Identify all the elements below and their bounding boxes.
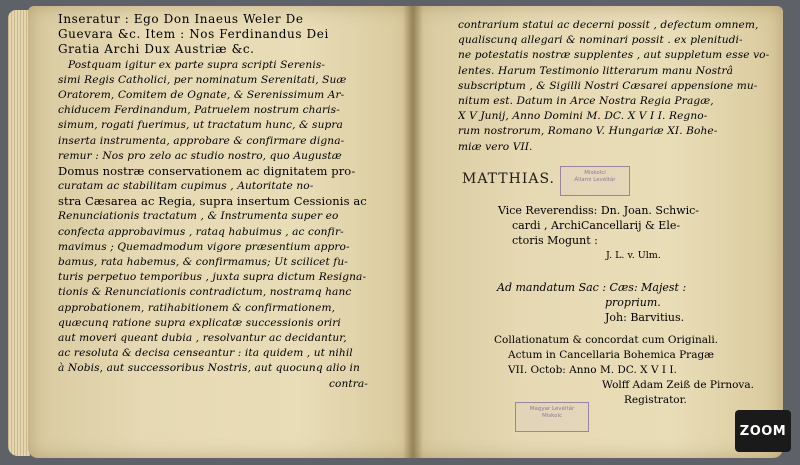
signature-name: MATTHIAS. [462, 171, 556, 187]
collation-line: Registrator. [624, 394, 687, 406]
collation-line: Wolff Adam Zeiß de Pirnova. [602, 379, 754, 391]
stamp-line: Miskolci [584, 170, 606, 176]
left-line: Gratia Archi Dux Austriæ &c. [58, 42, 255, 57]
left-line: mavimus ; Quemadmodum vigore præsentium appro- [58, 240, 350, 253]
right-line: subscriptum , & Sigilli Nostri Cæsarei appensione mu- [458, 79, 758, 92]
left-line: tionis & Renunciationis contradictum, nostramq hanc [58, 286, 352, 299]
collation-line: VII. Octob: Anno M. DC. X V I I. [508, 364, 677, 376]
mandate-line: Ad mandatum Sac : Cæs: Majest : [497, 281, 687, 294]
left-page-text [58, 12, 396, 392]
archive-stamp [515, 402, 589, 432]
vice-line: ctoris Mogunt : [512, 234, 598, 247]
left-line: à Nobis, aut successoribus Nostris, aut quocunq alio in [58, 362, 360, 375]
zoom-label: ZOOM [739, 423, 787, 439]
left-line: confecta approbavimus , rataq habuimus , ac confir- [58, 225, 344, 238]
collation-block [494, 333, 774, 408]
right-page-text [458, 18, 778, 155]
stamp-line: Miskolc [541, 413, 563, 419]
zoom-button[interactable] [735, 410, 791, 452]
vice-line: cardi , ArchiCancellarij & Ele- [512, 219, 681, 232]
left-line: approbationem, ratihabitionem & confirmationem, [58, 301, 336, 314]
left-line: remur : Nos pro zelo ac studio nostro, quo Augustæ [58, 149, 342, 162]
right-line: X V Junij, Anno Domini M. DC. X V I I. Regno- [458, 110, 708, 123]
left-line: curatam ac stabilitam cupimus , Autoritate no- [58, 180, 314, 193]
left-line: Guevara &c. Item : Nos Ferdinandus Dei [58, 27, 329, 42]
book-gutter [403, 6, 423, 458]
left-line: quæcunq ratione supra explicatæ successionis oriri [58, 316, 341, 329]
catchword: contra- [328, 377, 368, 390]
collation-line: Collationatum & concordat cum Originali. [494, 334, 719, 346]
archive-stamp [560, 166, 630, 196]
vice-line: Vice Reverendiss: Dn. Joan. Schwic- [498, 204, 700, 217]
left-line: bamus, rata habemus, & confirmamus; Ut scilicet fu- [58, 256, 348, 268]
stamp-line: Állami Levéltár [574, 177, 616, 183]
left-line: stra Cæsarea ac Regia, supra insertum Cessionis ac [58, 194, 367, 209]
left-line: Renunciationis tractatum , & Instrumenta super eo [58, 210, 339, 223]
right-line: ne potestatis nostræ supplentes , aut suppletum esse vo- [458, 49, 770, 62]
left-line: inserta instrumenta, approbare & confirmare digna- [58, 134, 345, 147]
mandate-block [497, 280, 777, 325]
left-line: simum, rogati fuerimus, ut tractatum hunc, & supra [58, 119, 343, 132]
vice-chancellor-block [498, 203, 778, 263]
left-line: turis perpetuo temporibus , juxta supra dictum Resigna- [58, 271, 367, 284]
right-line: rum nostrorum, Romano V. Hungariæ XI. Bohe- [458, 125, 718, 138]
left-line: Domus nostræ conservationem ac dignitatem pro- [58, 163, 356, 178]
left-line: Inseratur : Ego Don Inaeus Weler De [58, 12, 304, 26]
right-line: lentes. Harum Testimonio litterarum manu Nostrâ [458, 64, 734, 77]
right-line: qualiscunq allegari & nominari possit . ex plenitudi- [458, 34, 743, 47]
page-edges [8, 10, 30, 456]
mandate-line: Joh: Barvitius. [605, 311, 685, 324]
right-line: nitum est. Datum in Arce Nostra Regia Pragæ, [458, 94, 714, 107]
vice-line: J. L. v. Ulm. [606, 250, 661, 261]
left-line: chiducem Ferdinandum, Patruelem nostrum charis- [58, 104, 340, 117]
left-line: aut moveri queant dubia , resolvantur ac decidantur, [58, 331, 347, 344]
left-line: ac resoluta & decisa censeantur : ita quidem , ut nihil [58, 347, 353, 360]
left-line: simi Regis Catholici, per nominatum Serenitati, Suæ [58, 73, 347, 86]
left-line: Postquam igitur ex parte supra scripti Serenis- [68, 58, 326, 71]
right-line: miæ vero VII. [458, 140, 533, 153]
collation-line: Actum in Cancellaria Bohemica Pragæ [508, 349, 715, 361]
mandate-line: proprium. [605, 296, 661, 309]
right-line: contrarium statui ac decerni possit , defectum omnem, [458, 19, 759, 31]
stamp-line: Magyar Levéltár [529, 406, 575, 412]
left-line: Oratorem, Comitem de Ognate, & Serenissimum Ar- [58, 88, 345, 101]
